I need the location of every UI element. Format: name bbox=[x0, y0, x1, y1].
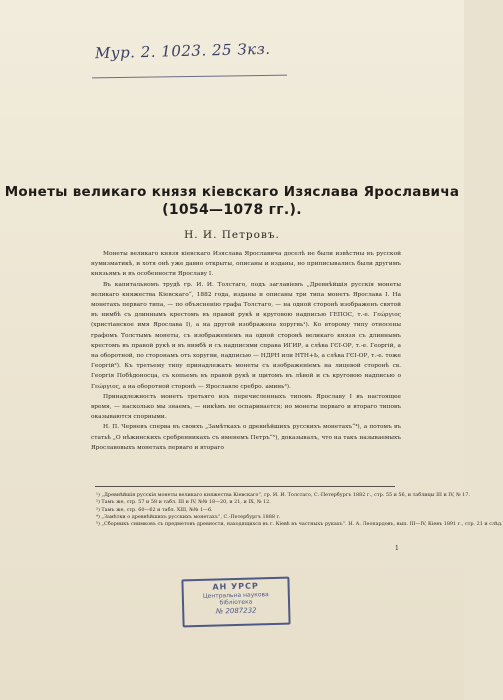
page-number: 1 bbox=[395, 545, 399, 552]
stamp-line-4: № 2087232 bbox=[215, 606, 257, 616]
stamp-line-1: АН УРСР bbox=[212, 581, 259, 592]
author-name: Н. И. Петровъ. bbox=[184, 229, 280, 241]
title-line-1: Монеты великаго князя кіевскаго Изяслава Ярославича bbox=[4, 184, 460, 200]
stamp-line-2: Центральна наукова bbox=[202, 591, 269, 600]
stamp-line-3: бібліотека bbox=[219, 598, 253, 607]
footnote: ³) Тамъ же, стр. 60—62 и табл. XIII, №№ 1—6. bbox=[96, 506, 213, 513]
body-text bbox=[91, 249, 401, 453]
footnote: ⁵) „Сборникъ снимковъ съ предметовъ древности, находящихся въ г. Кіевѣ въ частныхъ рукахъ“. Н. А. Леопардовъ, вып. III—IV, Кіевъ 1891 г., стр. 21 и слѣд. bbox=[96, 521, 503, 528]
paragraph: Принадлежность монетъ третьяго изъ перечисленныхъ типовъ Ярославу I въ настоящее время, — насколько мы знаемъ, — никѣмъ не оспаривается; но монеты перваго и втораго типовъ оказываются спорными. bbox=[91, 393, 401, 421]
handwritten-underline bbox=[92, 75, 287, 79]
footnotes bbox=[96, 492, 503, 528]
handwritten-note: Мур. 2. 1023. 25 Зкз. bbox=[94, 39, 271, 63]
footnote: ¹) „Древнѣйшія русскія монеты великаго княжества Кіевскаго“, гр. И. И. Толстаго, С.-Петербургъ 1882 г., стр. 55 и 56, и таблицы III и IV, № 17. bbox=[96, 492, 470, 498]
library-stamp bbox=[181, 577, 290, 628]
footnote: ⁴) „Замѣтки о древнѣйшихъ русскихъ монетахъ“, С.-Петербургъ 1888 г. bbox=[96, 513, 281, 520]
paragraph: Въ капитальномъ трудѣ гр. И. И. Толстаго, подъ заглавіемъ „Древнѣйшія русскія монеты великаго княжества Кіевскаго“, 1882 года, изданы и описаны три типа монетъ Ярослава I. На монетахъ перваго типа, — по объясненію графа Толстаго, — на одной сторонѣ изображенъ святой въ нимбѣ съ длиннымъ крестомъ въ правой рукѣ и круговою надписью ГЕПОС, т.-е. Γεώργιος (христіанское имя Ярослава I), а на другой изображена хоругвь¹). Ко второму типу относены графомъ Толстымъ монеты, съ изображеніемъ на одной сторонѣ великаго князя съ длиннымъ крестомъ въ правой рукѣ и въ нимбѣ и съ надписями справа ИГИР, а слѣва ГЄІ-ОР, т.-е. Георгій, а на оборотной, по сторонамъ отъ хоругви, надписью — НДРН или НТН+Ь, а слѣва ГЄІ-ОР, т.-е. тоже Георгій²). Къ третьему типу принадлежатъ монеты съ изображеніемъ на лицевой сторонѣ св. Георгія Побѣдоносца, съ копьемъ въ правой рукѣ и щитомъ въ лѣвой и съ круговою надписью о Γεώργιος, а на оборотной сторонѣ — Ярославле сребро. аминь³). bbox=[91, 281, 401, 390]
footnote-divider bbox=[95, 486, 395, 487]
paragraph: Н. П. Черневъ сперва въ своихъ „Замѣткахъ о древнѣйшихъ русскихъ монетахъ“⁴), а потомъ въ статьѣ „О нѣжинскихъ сребренникахъ съ именемъ Петръ“⁵), доказывалъ, что на такъ называемыхъ Ярославовыхъ монетахъ перваго и втораго bbox=[91, 424, 401, 451]
paragraph: Монеты великаго князя кіевскаго Изяслава Ярославича доселѣ не были извѣстны въ русской нумизматикѣ, и хотя онѣ уже давно открыты, описаны и изданы, но приписывались были другимъ князьямъ и въ особенности Ярославу I. bbox=[91, 251, 401, 278]
footnote: ²) Тамъ же, стр. 57 и 58 и табл. III и IV, №№ 18—20, и 21, и IX, № 12. bbox=[96, 499, 271, 506]
title-line-2: (1054—1078 гг.). bbox=[162, 202, 302, 218]
document-title bbox=[0, 184, 464, 218]
